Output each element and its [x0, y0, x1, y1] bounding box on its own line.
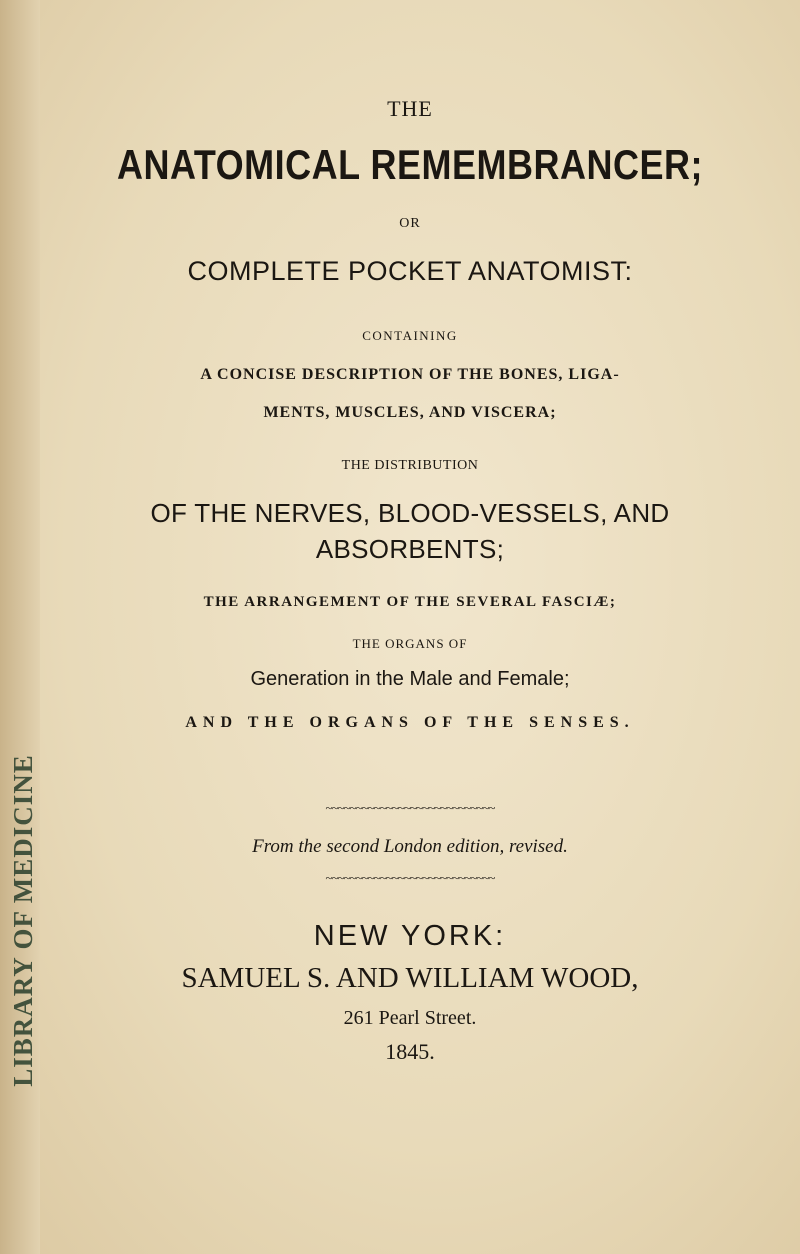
- contents-line-5: ABSORBENTS;: [315, 534, 505, 564]
- contents-line-2: MENTS, MUSCLES, AND VISCERA;: [263, 404, 557, 421]
- main-title: ANATOMICAL REMEMBRANCER;: [117, 140, 703, 188]
- title-the: THE: [387, 96, 433, 121]
- contents-line-3: THE DISTRIBUTION: [341, 458, 479, 473]
- ornament-rule-bottom: ~~~~~~~~~~~~~~~~~~~~~~~~~~~~: [325, 870, 495, 885]
- edition-note: From the second London edition, revised.: [252, 836, 568, 857]
- contents-line-9: AND THE ORGANS OF THE SENSES.: [185, 714, 635, 731]
- title-or: OR: [399, 216, 421, 231]
- imprint-address: 261 Pearl Street.: [343, 1007, 477, 1029]
- library-stamp-text: LIBRARY OF MEDICINE: [7, 753, 38, 1087]
- contents-line-8: Generation in the Male and Female;: [250, 668, 570, 690]
- library-stamp: [4, 590, 42, 1250]
- contents-line-4: OF THE NERVES, BLOOD-VESSELS, AND: [150, 498, 670, 528]
- subtitle: COMPLETE POCKET ANATOMIST:: [187, 256, 633, 286]
- imprint-publisher: SAMUEL S. AND WILLIAM WOOD,: [181, 962, 639, 994]
- contents-line-6: THE ARRANGEMENT OF THE SEVERAL FASCIÆ;: [203, 594, 617, 610]
- imprint-city: NEW YORK:: [313, 920, 507, 952]
- contents-line-1: A CONCISE DESCRIPTION OF THE BONES, LIGA-: [200, 366, 620, 383]
- imprint-year: 1845.: [385, 1039, 435, 1064]
- ornament-rule-top: ~~~~~~~~~~~~~~~~~~~~~~~~~~~~: [325, 800, 495, 815]
- contents-line-7: THE ORGANS OF: [352, 636, 468, 651]
- containing-label: CONTAINING: [362, 328, 458, 343]
